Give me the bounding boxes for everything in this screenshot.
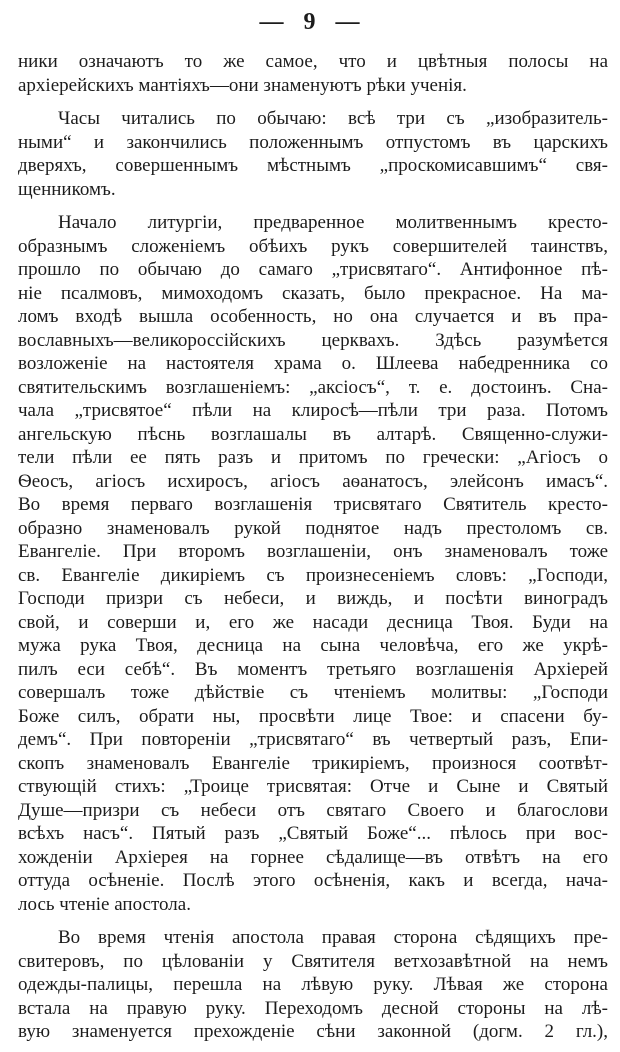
text-line: Ѳеосъ, агіосъ исхиросъ, агіосъ аѳанатосъ, элейсонъ имасъ“. xyxy=(18,470,608,492)
header-dash-left: — xyxy=(259,9,285,36)
text-line: одежды-палицы, перешла на лѣвую руку. Лѣвая же сторона xyxy=(18,974,608,995)
text-line: совершалъ тоже дѣйствіе съ чтеніемъ молитвы: „Господи xyxy=(18,682,608,703)
text-line: ломъ входѣ вышла особенность, но она случается и въ пра- xyxy=(18,306,608,327)
page-header xyxy=(0,6,620,36)
text-line: встала на правую руку. Переходомъ десной стороны на лѣ- xyxy=(18,997,608,1019)
text-line: свитеровъ, по цѣлованіи у Святителя ветхозавѣтной на немъ xyxy=(18,950,608,972)
text-line: Боже силъ, обрати ны, просвѣти лице Твое: и спасени бу- xyxy=(18,705,608,727)
text-line: хожденіи Архіерея на горнее сѣдалище—въ отвѣтъ на его xyxy=(18,846,608,868)
text-line: Начало литургіи, предваренное молитвеннымъ кресто- xyxy=(58,212,608,233)
text-line: вую знаменуется прехожденіе сѣни законной (догм. 2 гл.), xyxy=(18,1021,608,1042)
text-line: ангельскую пѣснь возглашалы въ алтарѣ. Священно-служи- xyxy=(18,423,608,445)
text-line: скопъ знаменовалъ Евангеліе трикиріемъ, произнося соотвѣт- xyxy=(18,752,608,774)
text-line: ными“ и закончились положеннымъ отпустомъ въ царскихъ xyxy=(18,131,608,153)
text-line: оттуда осѣненіе. Послѣ этого осѣненія, какъ и всегда, нача- xyxy=(18,870,608,891)
text-line: пилъ еси себѣ“. Въ моментъ третьяго возглашенія Архіерей xyxy=(18,658,608,680)
text-line: ніе псалмовъ, мимоходомъ сказать, было прекрасное. На ма- xyxy=(18,282,608,304)
text-line: свой, и соверши и, его же насади десница Твоя. Буди на xyxy=(18,611,608,633)
text-line: чала „трисвятое“ пѣли на клиросѣ—пѣли три раза. Потомъ xyxy=(18,400,608,421)
text-line: возложеніе на настоятеля храма о. Шлеева набедренника со xyxy=(18,353,608,374)
text-line: Во время перваго возглашенія трисвятаго Святитель кресто- xyxy=(18,494,608,515)
body-text xyxy=(18,50,608,1052)
text-line: святительскимъ возглашеніемъ: „аксіосъ“, т. е. достоинъ. Сна- xyxy=(18,376,608,398)
text-line: Во время чтенія апостола правая сторона сѣдящихъ пре- xyxy=(58,927,608,948)
text-line: образнымъ сложеніемъ обѣихъ рукъ совершителей таинствъ, xyxy=(18,235,608,257)
header-dash-right: — xyxy=(335,9,361,36)
paragraph-3 xyxy=(18,211,608,916)
text-line: всѣхъ насъ“. Пятый разъ „Святый Боже“... пѣлось при вос- xyxy=(18,823,608,844)
text-line: демъ“. При повтореніи „трисвятаго“ въ четвертый разъ, Епи- xyxy=(18,729,608,750)
page-number: 9 xyxy=(303,9,317,36)
text-line: Душе—призри съ небеси отъ святаго Своего и благослови xyxy=(18,799,608,821)
text-line: Господи призри съ небеси, и виждь, и посѣти виноградъ xyxy=(18,588,608,609)
text-line: архіерейскихъ мантіяхъ—они знаменуютъ рѣки ученія. xyxy=(18,74,467,96)
text-line: образно знаменовалъ рукой поднятое надъ престоломъ св. xyxy=(18,517,608,539)
text-line: щенникомъ. xyxy=(18,178,116,200)
text-line: ники означаютъ то же самое, что и цвѣтныя полосы на xyxy=(18,51,608,72)
text-line: прошло по обычаю до самаго „трисвятаго“. Антифонное пѣ- xyxy=(18,259,608,280)
text-line: дверяхъ, совершеннымъ мѣстнымъ „проскомисавшимъ“ свя- xyxy=(18,155,608,176)
text-line: вославныхъ—великороссійскихъ церквахъ. Здѣсь разумѣется xyxy=(18,329,608,351)
text-line: Часы читались по обычаю: всѣ три съ „изобразитель- xyxy=(58,108,608,129)
text-line: тели пѣли ее пять разъ и притомъ по гречески: „Агіосъ о xyxy=(18,447,608,468)
paragraph-4 xyxy=(18,926,608,1044)
text-line: мужа рука Твоя, десница на сына человѣча, его же укрѣ- xyxy=(18,635,608,656)
text-line: Евангеліе. При второмъ возглашеніи, онъ знаменовалъ тоже xyxy=(18,541,608,562)
paragraph-2 xyxy=(18,107,608,201)
text-line: св. Евангеліе дикиріемъ съ произнесеніемъ словъ: „Господи, xyxy=(18,564,608,586)
text-line: ствующій стихъ: „Троице трисвятая: Отче и Сыне и Святый xyxy=(18,776,608,797)
paragraph-1 xyxy=(18,50,608,97)
text-line: лось чтеніе апостола. xyxy=(18,893,191,915)
